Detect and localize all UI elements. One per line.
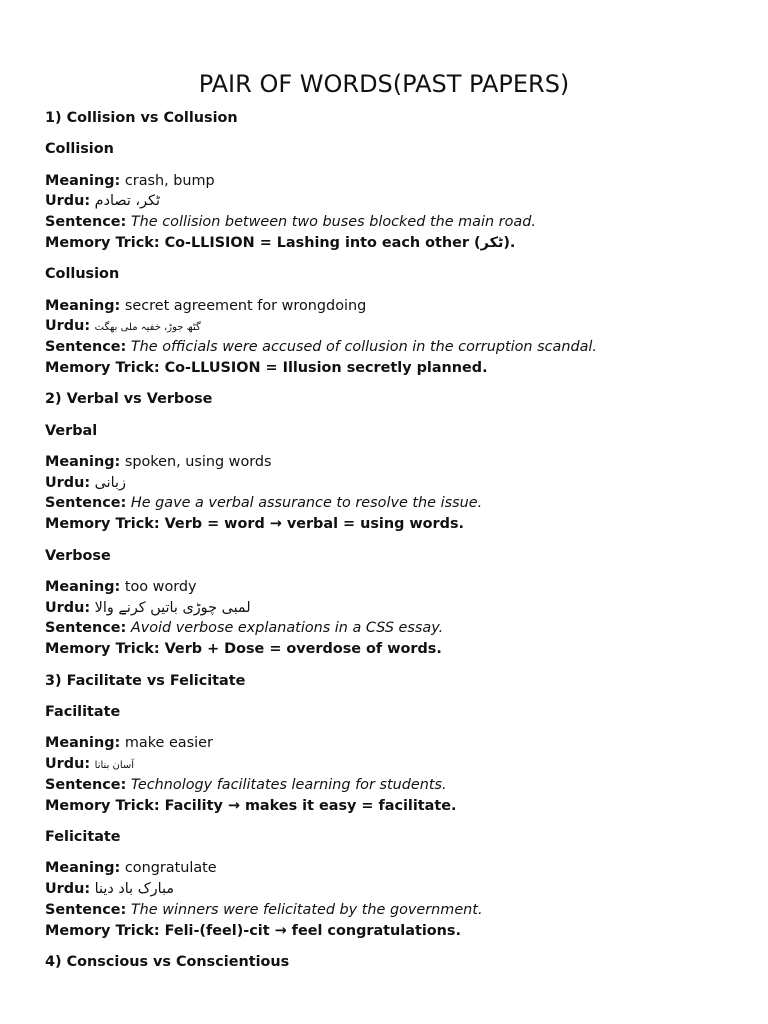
urdu-label: Urdu: — [45, 880, 91, 897]
sentence-line — [45, 775, 745, 796]
meaning-text: make easier — [124, 735, 213, 752]
urdu-label: Urdu: — [45, 474, 91, 491]
word-entry — [45, 171, 745, 254]
pair-heading: 1) Collision vs Collusion — [45, 110, 238, 126]
sentence-label: Sentence: — [45, 495, 127, 512]
memory-trick: Memory Trick: Verb = word → verbal = using words. — [45, 516, 464, 533]
meaning-line — [45, 858, 745, 879]
word-entry — [45, 733, 745, 816]
meaning-text: too wordy — [124, 578, 197, 595]
meaning-label: Meaning: — [45, 860, 121, 877]
sentence-label: Sentence: — [45, 214, 127, 231]
pair-heading: 2) Verbal vs Verbose — [45, 391, 213, 408]
memory-trick: Memory Trick: Verb + Dose = overdose of words. — [45, 641, 442, 658]
urdu-line — [45, 316, 745, 337]
sentence-text: The winners were felicitated by the government. — [130, 901, 483, 918]
urdu-line — [45, 473, 745, 494]
meaning-label: Meaning: — [45, 172, 121, 189]
meaning-line — [45, 171, 745, 192]
memory-trick: Memory Trick: Co-LLUSION = Illusion secretly planned. — [45, 359, 488, 376]
urdu-text: لمبی چوڑی باتیں کرنے والا — [94, 599, 251, 616]
urdu-line — [45, 191, 745, 212]
urdu-label: Urdu: — [45, 599, 91, 616]
word-heading: Collusion — [45, 266, 120, 283]
word-entry — [45, 452, 745, 535]
word-heading: Verbose — [45, 547, 111, 564]
meaning-line — [45, 452, 745, 473]
word-entry — [45, 858, 745, 941]
urdu-label: Urdu: — [45, 193, 91, 210]
page-title: PAIR OF WORDS(PAST PAPERS) — [198, 70, 570, 98]
word-entry — [45, 296, 745, 379]
meaning-line — [45, 296, 745, 317]
urdu-line — [45, 598, 745, 619]
sentence-label: Sentence: — [45, 339, 127, 356]
urdu-line — [45, 879, 745, 900]
sentence-label: Sentence: — [45, 620, 127, 637]
urdu-text: ٹکر، تصادم — [94, 193, 160, 210]
meaning-text: secret agreement for wrongdoing — [124, 297, 367, 314]
sentence-text: Technology facilitates learning for students. — [130, 776, 447, 793]
memory-trick: Memory Trick: Feli-(feel)-cit → feel congratulations. — [45, 922, 461, 939]
pair-heading: 4) Conscious vs Conscientious — [45, 953, 290, 970]
meaning-text: spoken, using words — [124, 453, 272, 470]
urdu-text: زبانی — [94, 474, 127, 491]
sentence-line — [45, 900, 745, 921]
word-heading: Collision — [45, 141, 114, 158]
pair-heading: 3) Facilitate vs Felicitate — [45, 672, 246, 689]
sentence-text: Avoid verbose explanations in a CSS essay. — [130, 620, 444, 637]
sentence-text: The officials were accused of collusion in the corruption scandal. — [130, 339, 597, 356]
sentence-label: Sentence: — [45, 776, 127, 793]
urdu-label: Urdu: — [45, 755, 91, 772]
meaning-text: congratulate — [124, 860, 217, 877]
meaning-label: Meaning: — [45, 578, 121, 595]
sentence-text: He gave a verbal assurance to resolve the issue. — [130, 495, 483, 512]
urdu-line — [45, 754, 745, 775]
word-heading: Felicitate — [45, 828, 121, 845]
word-heading: Facilitate — [45, 703, 121, 720]
sentence-line — [45, 212, 745, 233]
sentence-label: Sentence: — [45, 901, 127, 918]
document-body — [45, 108, 745, 983]
urdu-text: مبارک باد دینا — [94, 880, 175, 897]
urdu-text: آسان بنانا — [94, 759, 135, 771]
meaning-label: Meaning: — [45, 297, 121, 314]
meaning-label: Meaning: — [45, 735, 121, 752]
sentence-text: The collision between two buses blocked the main road. — [130, 214, 536, 231]
meaning-label: Meaning: — [45, 453, 121, 470]
sentence-line — [45, 493, 745, 514]
memory-trick: Memory Trick: Co-LLISION = Lashing into each other (ٹکر). — [45, 234, 516, 251]
meaning-text: crash, bump — [124, 172, 215, 189]
word-entry — [45, 577, 745, 660]
meaning-line — [45, 733, 745, 754]
word-heading: Verbal — [45, 422, 98, 439]
memory-trick: Memory Trick: Facility → makes it easy = facilitate. — [45, 797, 457, 814]
sentence-line — [45, 618, 745, 639]
meaning-line — [45, 577, 745, 598]
sentence-line — [45, 337, 745, 358]
urdu-text: گٹھ جوڑ، خفیہ ملی بھگت — [94, 322, 201, 334]
urdu-label: Urdu: — [45, 318, 91, 335]
